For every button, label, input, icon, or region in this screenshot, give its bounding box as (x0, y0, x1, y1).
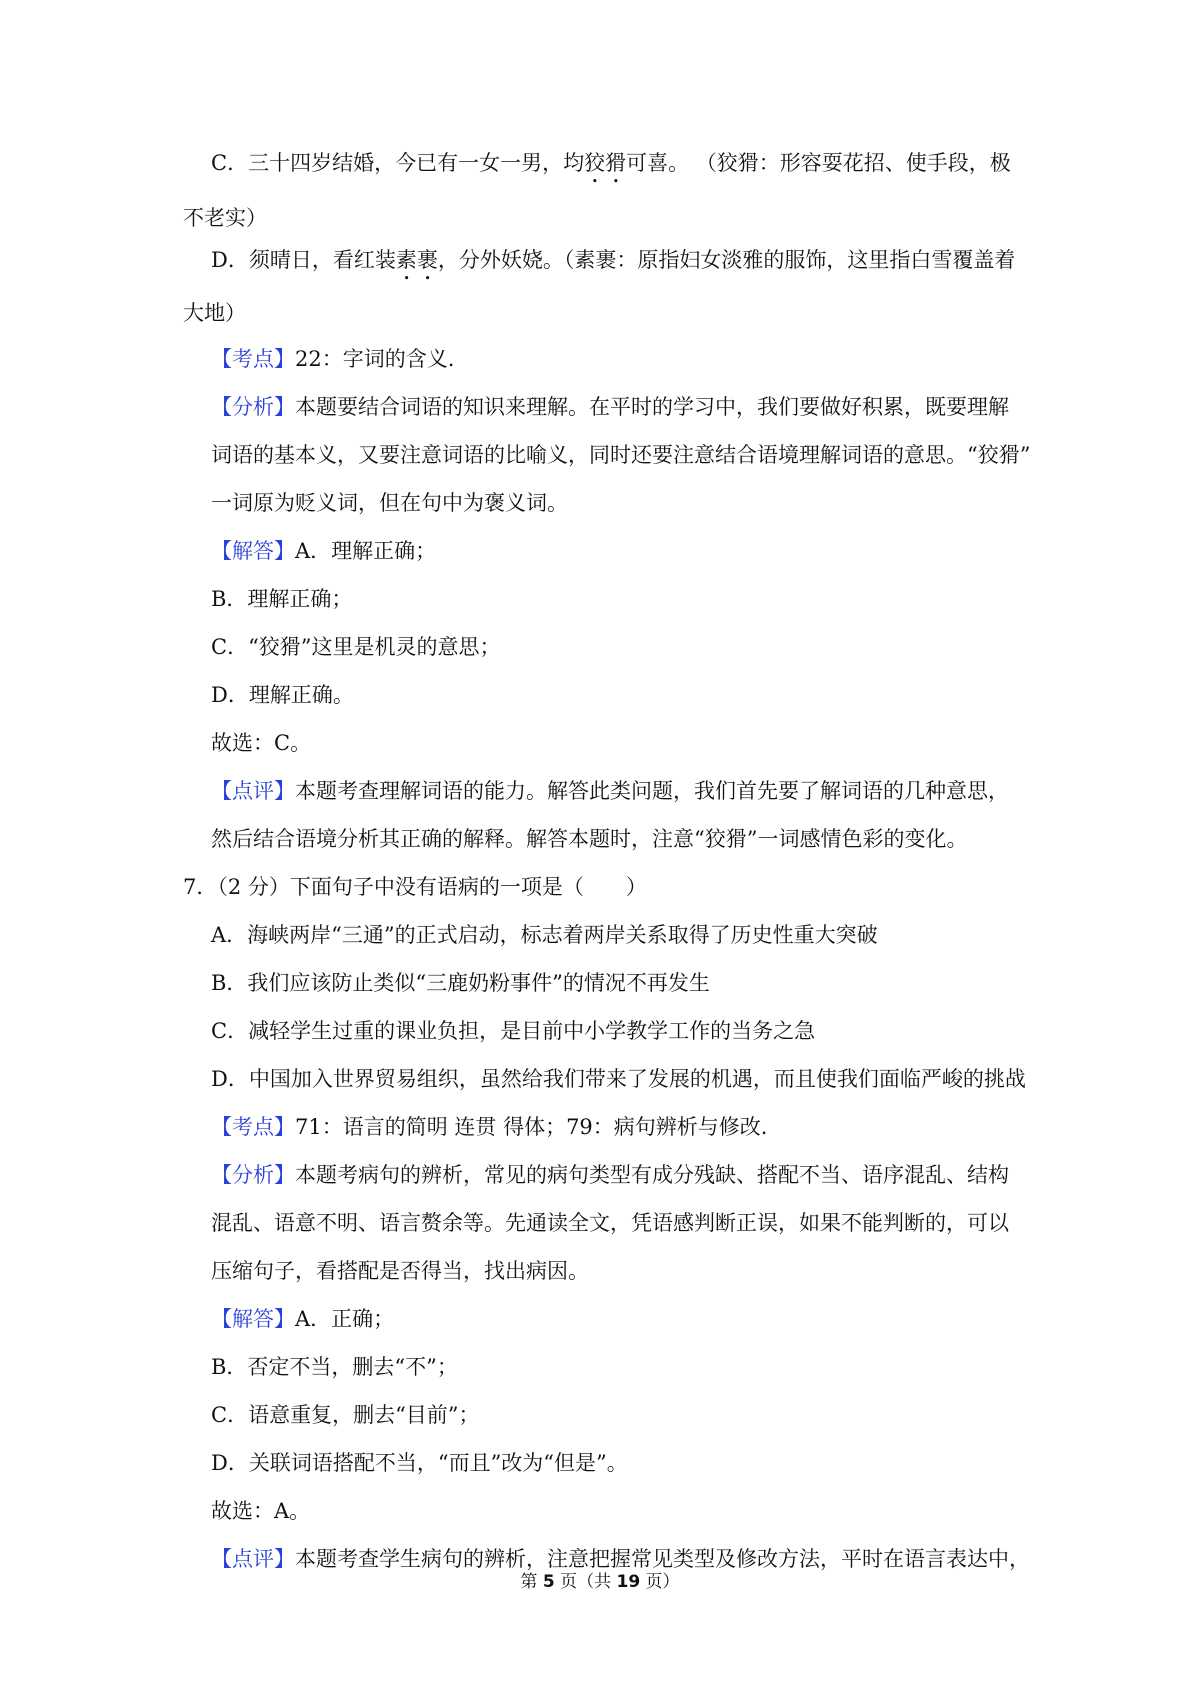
page-total: 19 (616, 1572, 641, 1592)
jieda-tag: 【解答】 (211, 539, 295, 563)
page-footer: 第 5 页（共 19 页） (520, 1572, 680, 1592)
q6-option-c-keyword: 狡猾 (584, 151, 627, 175)
q6-option-d: D．须晴日，看红装素裹，分外妖娆。（素裹：原指妇女淡雅的服饰，这里指白雪覆盖着 (211, 248, 1016, 272)
q6-fenxi: 【分析】本题要结合词语的知识来理解。在平时的学习中，我们要做好积累，既要理解 (211, 395, 1009, 419)
kaodian-tag: 【考点】 (211, 347, 295, 371)
q7-kaodian: 【考点】71：语言的简明 连贯 得体；79：病句辨析与修改. (211, 1115, 768, 1139)
q6-choice: 故选：C。 (211, 731, 312, 755)
q6-answer-d: D．理解正确。 (211, 683, 354, 707)
q7-stem: 7．（2 分）下面句子中没有语病的一项是（ ） (183, 875, 647, 899)
page-number: 5 (542, 1572, 555, 1592)
fenxi-tag: 【分析】 (211, 1163, 295, 1187)
q7-fenxi: 【分析】本题考病句的辨析，常见的病句类型有成分残缺、搭配不当、语序混乱、结构 (211, 1163, 1009, 1187)
dianping-tag: 【点评】 (211, 779, 295, 803)
q7-dianping: 【点评】本题考查学生病句的辨析，注意把握常见类型及修改方法，平时在语言表达中， (211, 1547, 1030, 1571)
q6-option-d-keyword: 素裹 (395, 248, 438, 272)
jieda-tag: 【解答】 (211, 1307, 295, 1331)
q6-fenxi-line3: 一词原为贬义词，但在句中为褒义词。 (211, 491, 568, 515)
q7-option-d: D．中国加入世界贸易组织，虽然给我们带来了发展的机遇，而且使我们面临严峻的挑战 (211, 1067, 1026, 1091)
dianping-tag: 【点评】 (211, 1547, 295, 1571)
q6-fenxi-line2: 词语的基本义，又要注意词语的比喻义，同时还要注意结合语境理解词语的意思。“狡猾” (211, 443, 1031, 467)
q6-kaodian: 【考点】22：字词的含义. (211, 347, 455, 371)
q7-answer-c: C．语意重复，删去“目前”； (211, 1403, 480, 1427)
q6-dianping-line2: 然后结合语境分析其正确的解释。解答本题时，注意“狡猾”一词感情色彩的变化。 (211, 827, 968, 851)
q7-fenxi-line3: 压缩句子，看搭配是否得当，找出病因。 (211, 1259, 589, 1283)
q6-option-c-continuation: 不老实） (183, 206, 267, 230)
q7-option-c: C．减轻学生过重的课业负担，是目前中小学教学工作的当务之急 (211, 1019, 816, 1043)
kaodian-tag: 【考点】 (211, 1115, 295, 1139)
q6-answer-c: C．“狡猾”这里是机灵的意思； (211, 635, 501, 659)
q6-option-d-continuation: 大地） (183, 301, 246, 325)
fenxi-tag: 【分析】 (211, 395, 295, 419)
q7-option-b: B．我们应该防止类似“三鹿奶粉事件”的情况不再发生 (211, 971, 710, 995)
q7-choice: 故选：A。 (211, 1499, 311, 1523)
q6-dianping: 【点评】本题考查理解词语的能力。解答此类问题，我们首先要了解词语的几种意思， (211, 779, 1009, 803)
q7-jieda: 【解答】A．正确； (211, 1307, 395, 1331)
q6-jieda: 【解答】A．理解正确； (211, 539, 437, 563)
q7-fenxi-line2: 混乱、语意不明、语言赘余等。先通读全文，凭语感判断正误，如果不能判断的，可以 (211, 1211, 1009, 1235)
q6-answer-b: B．理解正确； (211, 587, 353, 611)
q7-answer-d: D．关联词语搭配不当，“而且”改为“但是”。 (211, 1451, 628, 1475)
q7-answer-b: B．否定不当，删去“不”； (211, 1355, 458, 1379)
q7-option-a: A．海峡两岸“三通”的正式启动，标志着两岸关系取得了历史性重大突破 (211, 923, 878, 947)
q6-option-c: C．三十四岁结婚，今已有一女一男，均狡猾可喜。 （狡猾：形容耍花招、使手段，极 (211, 151, 1011, 175)
